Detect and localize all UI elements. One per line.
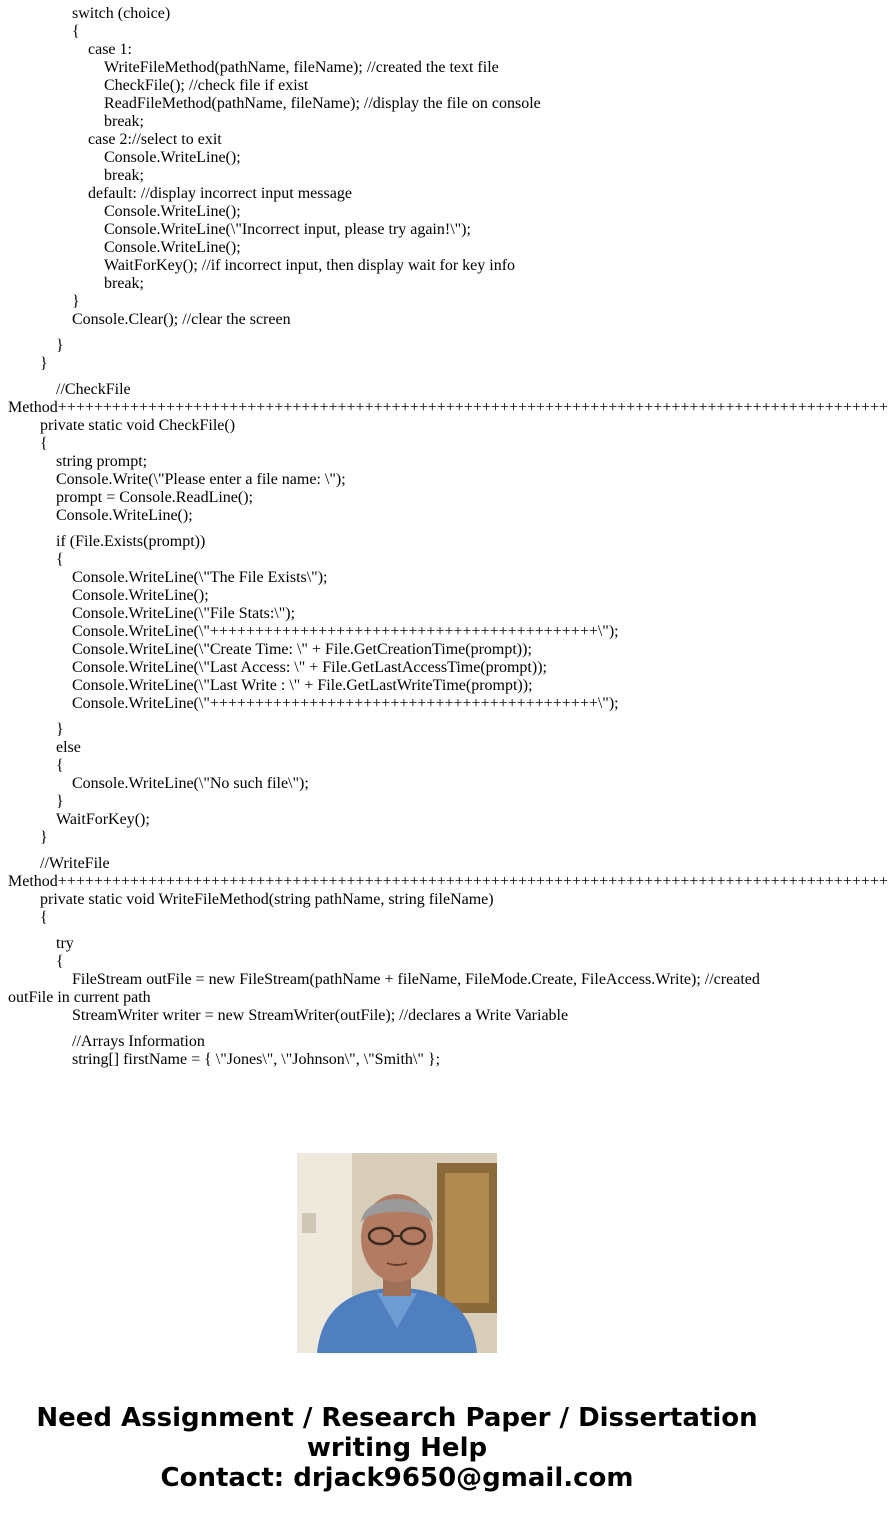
code-line: case 1: xyxy=(88,41,132,58)
code-line: FileStream outFile = new FileStream(pathName + fileName, FileMode.Create, FileAccess.Write); //created xyxy=(72,971,760,988)
code-listing xyxy=(0,5,888,1123)
code-line: //WriteFile xyxy=(40,855,110,872)
code-line: { xyxy=(72,23,80,40)
code-line: default: //display incorrect input message xyxy=(88,185,352,202)
code-line: //Arrays Information xyxy=(72,1033,205,1050)
code-line: { xyxy=(40,909,48,926)
code-blank-line xyxy=(0,373,794,381)
code-line: Console.WriteLine(\"+++++++++++++++++++++++++++++++++++++++++++\"); xyxy=(72,695,619,712)
code-line: WriteFileMethod(pathName, fileName); //created the text file xyxy=(104,59,499,76)
code-line: switch (choice) xyxy=(72,5,171,22)
code-line: private static void WriteFileMethod(string pathName, string fileName) xyxy=(40,891,494,908)
code-blank-line xyxy=(0,329,794,337)
code-line: } xyxy=(56,337,64,354)
code-line: if (File.Exists(prompt)) xyxy=(56,533,206,550)
cta-line-2: writing Help xyxy=(306,1433,488,1463)
code-line: CheckFile(); //check file if exist xyxy=(104,77,309,94)
contact-banner xyxy=(0,1403,794,1493)
code-blank-line xyxy=(0,525,794,533)
code-line: string[] firstName = { \"Jones\", \"Johnson\", \"Smith\" }; xyxy=(72,1051,441,1068)
code-line: Console.WriteLine(); xyxy=(72,587,209,604)
code-blank-line xyxy=(0,847,794,855)
code-line: string prompt; xyxy=(56,453,148,470)
code-line: Console.WriteLine(\"Last Access: \" + File.GetLastAccessTime(prompt)); xyxy=(72,659,547,676)
code-line: prompt = Console.ReadLine(); xyxy=(56,489,253,506)
code-line: } xyxy=(56,793,64,810)
code-line: case 2://select to exit xyxy=(88,131,222,148)
code-line: try xyxy=(56,935,74,952)
code-line: { xyxy=(40,435,48,452)
code-line: Method++++++++++++++++++++++++++++++++++++++++++++++++++++++++++++++++++++++++++++++++++++++++++++ xyxy=(8,873,888,890)
cta-line-1: Need Assignment / Research Paper / Dissertation xyxy=(36,1403,758,1433)
code-line: Console.WriteLine(\"File Stats:\"); xyxy=(72,605,296,622)
code-line: Console.WriteLine(); xyxy=(104,203,241,220)
code-line: } xyxy=(56,721,64,738)
code-line: Console.WriteLine(); xyxy=(104,149,241,166)
code-line: Console.WriteLine(\"Incorrect input, please try again!\"); xyxy=(104,221,471,238)
code-line: Console.WriteLine(); xyxy=(56,507,193,524)
code-line: outFile in current path xyxy=(8,989,151,1006)
code-line: Console.WriteLine(); xyxy=(104,239,241,256)
code-line: { xyxy=(56,953,64,970)
code-blank-line xyxy=(0,713,794,721)
code-line: Console.Clear(); //clear the screen xyxy=(72,311,291,328)
code-line: } xyxy=(40,355,48,372)
code-line: break; xyxy=(104,275,144,292)
code-line: Console.WriteLine(\"The File Exists\"); xyxy=(72,569,328,586)
code-line: break; xyxy=(104,167,144,184)
code-line: { xyxy=(56,757,64,774)
code-line: Console.WriteLine(\"+++++++++++++++++++++++++++++++++++++++++++\"); xyxy=(72,623,619,640)
code-line: else xyxy=(56,739,81,756)
code-line: Console.WriteLine(\"No such file\"); xyxy=(72,775,309,792)
code-line: } xyxy=(40,829,48,846)
code-line: StreamWriter writer = new StreamWriter(outFile); //declares a Write Variable xyxy=(72,1007,569,1024)
profile-photo xyxy=(297,1153,497,1353)
code-line: WaitForKey(); xyxy=(56,811,150,828)
code-line: Console.WriteLine(\"Create Time: \" + File.GetCreationTime(prompt)); xyxy=(72,641,532,658)
code-line: Console.Write(\"Please enter a file name: \"); xyxy=(56,471,346,488)
code-line: { xyxy=(56,551,64,568)
code-blank-line xyxy=(0,1025,794,1033)
code-line: } xyxy=(72,293,80,310)
cta-line-3: Contact: drjack9650@gmail.com xyxy=(160,1463,634,1493)
code-blank-line xyxy=(0,927,794,935)
code-line: break; xyxy=(104,113,144,130)
code-line: Method++++++++++++++++++++++++++++++++++++++++++++++++++++++++++++++++++++++++++++++++++++++++++++ xyxy=(8,399,888,416)
code-line: Console.WriteLine(\"Last Write : \" + File.GetLastWriteTime(prompt)); xyxy=(72,677,533,694)
code-line: WaitForKey(); //if incorrect input, then display wait for key info xyxy=(104,257,516,274)
code-line: //CheckFile xyxy=(56,381,131,398)
code-line: private static void CheckFile() xyxy=(40,417,236,434)
code-line: ReadFileMethod(pathName, fileName); //display the file on console xyxy=(104,95,541,112)
